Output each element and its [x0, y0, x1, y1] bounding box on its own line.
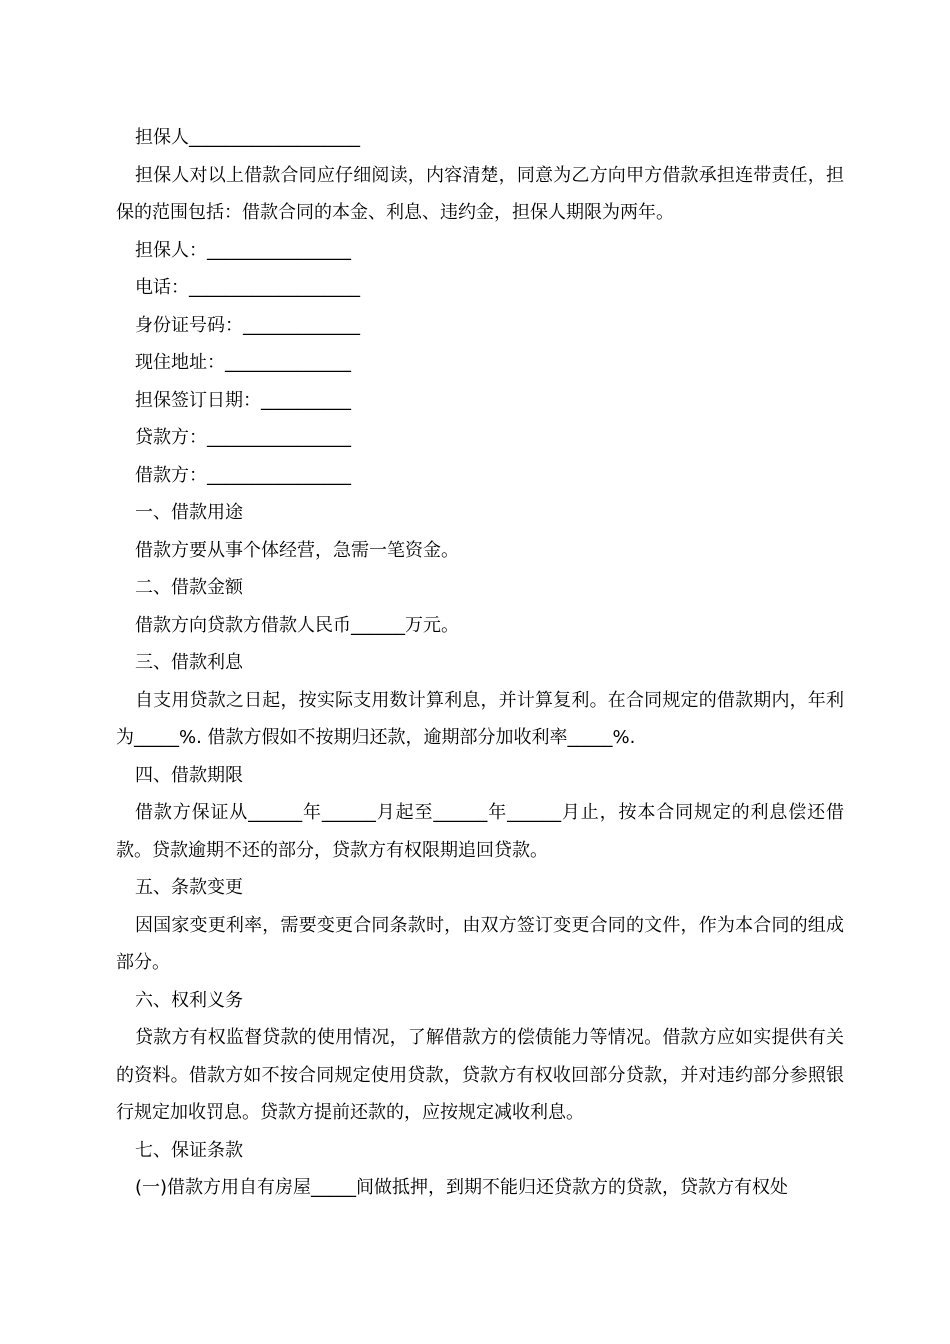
section-3-title: 三、借款利息	[135, 652, 243, 673]
section-2-body: 借款方向贷款方借款人民币______万元。	[135, 614, 459, 636]
section-5-title: 五、条款变更	[135, 877, 243, 898]
document-body	[116, 119, 844, 1207]
phone-field: 电话：___________________	[135, 277, 360, 298]
guarantor-field: 担保人：________________	[135, 239, 351, 261]
section-3-body: 自支用贷款之日起，按实际支用数计算利息，并计算复利。在合同规定的借款期内，年利为_____%. 借款方假如不按期归还款，逾期部分加收利率_____%.	[116, 689, 844, 748]
guarantor-heading: 担保人___________________	[135, 127, 360, 148]
section-6-body: 贷款方有权监督贷款的使用情况，了解借款方的偿债能力等情况。借款方应如实提供有关的资料。借款方如不按合同规定使用贷款，贷款方有权收回部分贷款，并对违约部分参照银行规定加收罚息。贷款方提前还款的，应按规定减收利息。	[116, 1027, 844, 1123]
section-5-body: 因国家变更利率，需要变更合同条款时，由双方签订变更合同的文件，作为本合同的组成部分。	[116, 914, 844, 973]
borrower-field: 借款方：________________	[135, 464, 351, 486]
section-1-body: 借款方要从事个体经营，急需一笔资金。	[135, 539, 459, 561]
guarantor-statement: 担保人对以上借款合同应仔细阅读，内容清楚，同意为乙方向甲方借款承担连带责任，担保的范围包括：借款合同的本金、利息、违约金，担保人期限为两年。	[116, 164, 844, 223]
section-6-title: 六、权利义务	[135, 989, 243, 1011]
section-4-body: 借款方保证从______年______月起至______年______月止，按本合同规定的利息偿还借款。贷款逾期不还的部分，贷款方有权限期追回贷款。	[116, 802, 844, 861]
section-7-item-1: (一)借款方用自有房屋_____间做抵押，到期不能归还贷款方的贷款，贷款方有权处	[135, 1177, 789, 1198]
address-field: 现住地址：______________	[135, 352, 351, 373]
section-4-title: 四、借款期限	[135, 764, 243, 786]
sign-date-field: 担保签订日期：__________	[135, 389, 351, 411]
section-1-title: 一、借款用途	[135, 502, 243, 523]
id-number-field: 身份证号码：_____________	[135, 314, 360, 336]
section-2-title: 二、借款金额	[135, 577, 243, 598]
lender-field: 贷款方：________________	[135, 427, 351, 448]
section-7-title: 七、保证条款	[135, 1139, 243, 1161]
